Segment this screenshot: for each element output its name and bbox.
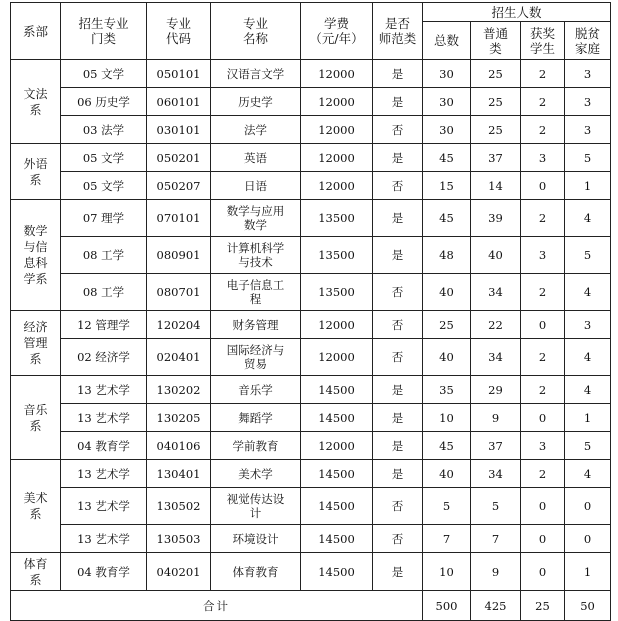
code-cell: 070101 bbox=[147, 200, 211, 237]
table-row bbox=[11, 172, 611, 200]
award-cell: 0 bbox=[521, 311, 565, 339]
poor-cell: 5 bbox=[565, 432, 611, 460]
general-cell: 25 bbox=[471, 88, 521, 116]
normal-cell: 否 bbox=[373, 525, 423, 553]
general-cell: 34 bbox=[471, 274, 521, 311]
general-cell: 5 bbox=[471, 488, 521, 525]
general-cell: 25 bbox=[471, 60, 521, 88]
general-cell: 9 bbox=[471, 553, 521, 591]
award-cell: 2 bbox=[521, 376, 565, 404]
general-cell: 7 bbox=[471, 525, 521, 553]
code-cell: 130503 bbox=[147, 525, 211, 553]
poor-cell: 3 bbox=[565, 60, 611, 88]
total-cell: 25 bbox=[423, 311, 471, 339]
normal-cell: 是 bbox=[373, 60, 423, 88]
code-cell: 130401 bbox=[147, 460, 211, 488]
table-row bbox=[11, 432, 611, 460]
fee-cell: 13500 bbox=[301, 200, 373, 237]
normal-cell: 否 bbox=[373, 116, 423, 144]
fee-cell: 12000 bbox=[301, 339, 373, 376]
total-cell: 30 bbox=[423, 60, 471, 88]
normal-cell: 否 bbox=[373, 274, 423, 311]
total-cell: 7 bbox=[423, 525, 471, 553]
name-cell: 国际经济与 贸易 bbox=[211, 339, 301, 376]
fee-cell: 14500 bbox=[301, 376, 373, 404]
poor-cell: 4 bbox=[565, 376, 611, 404]
name-cell: 汉语言文学 bbox=[211, 60, 301, 88]
award-cell: 0 bbox=[521, 525, 565, 553]
dept-cell: 音乐 系 bbox=[11, 376, 61, 460]
name-cell: 体育教育 bbox=[211, 553, 301, 591]
award-cell: 0 bbox=[521, 488, 565, 525]
fee-cell: 14500 bbox=[301, 553, 373, 591]
table-header bbox=[11, 3, 611, 60]
award-cell: 2 bbox=[521, 116, 565, 144]
totals-poor: 50 bbox=[565, 591, 611, 621]
award-cell: 2 bbox=[521, 274, 565, 311]
category-cell: 02 经济学 bbox=[61, 339, 147, 376]
table-row bbox=[11, 525, 611, 553]
name-cell: 视觉传达设 计 bbox=[211, 488, 301, 525]
general-cell: 37 bbox=[471, 144, 521, 172]
category-cell: 13 艺术学 bbox=[61, 404, 147, 432]
fee-cell: 12000 bbox=[301, 88, 373, 116]
normal-cell: 是 bbox=[373, 432, 423, 460]
name-cell: 日语 bbox=[211, 172, 301, 200]
fee-cell: 12000 bbox=[301, 432, 373, 460]
table-row bbox=[11, 60, 611, 88]
fee-cell: 12000 bbox=[301, 172, 373, 200]
poor-cell: 3 bbox=[565, 311, 611, 339]
code-cell: 020401 bbox=[147, 339, 211, 376]
header-total: 总数 bbox=[423, 22, 471, 60]
fee-cell: 12000 bbox=[301, 144, 373, 172]
name-cell: 环境设计 bbox=[211, 525, 301, 553]
header-code: 专业 代码 bbox=[147, 3, 211, 60]
name-cell: 音乐学 bbox=[211, 376, 301, 404]
name-cell: 财务管理 bbox=[211, 311, 301, 339]
normal-cell: 是 bbox=[373, 200, 423, 237]
code-cell: 080701 bbox=[147, 274, 211, 311]
normal-cell: 是 bbox=[373, 237, 423, 274]
poor-cell: 4 bbox=[565, 200, 611, 237]
table-body bbox=[11, 60, 611, 591]
category-cell: 13 艺术学 bbox=[61, 525, 147, 553]
total-cell: 10 bbox=[423, 553, 471, 591]
totals-award: 25 bbox=[521, 591, 565, 621]
award-cell: 0 bbox=[521, 172, 565, 200]
header-poor: 脱贫 家庭 bbox=[565, 22, 611, 60]
general-cell: 22 bbox=[471, 311, 521, 339]
poor-cell: 4 bbox=[565, 274, 611, 311]
totals-label: 合计 bbox=[11, 591, 423, 621]
poor-cell: 1 bbox=[565, 553, 611, 591]
code-cell: 130502 bbox=[147, 488, 211, 525]
table-row bbox=[11, 116, 611, 144]
category-cell: 04 教育学 bbox=[61, 553, 147, 591]
normal-cell: 是 bbox=[373, 404, 423, 432]
category-cell: 13 艺术学 bbox=[61, 376, 147, 404]
poor-cell: 5 bbox=[565, 144, 611, 172]
header-dept: 系部 bbox=[11, 3, 61, 60]
poor-cell: 4 bbox=[565, 339, 611, 376]
normal-cell: 是 bbox=[373, 460, 423, 488]
category-cell: 03 法学 bbox=[61, 116, 147, 144]
total-cell: 30 bbox=[423, 116, 471, 144]
header-normal: 是否 师范类 bbox=[373, 3, 423, 60]
poor-cell: 1 bbox=[565, 172, 611, 200]
dept-cell: 经济 管理 系 bbox=[11, 311, 61, 376]
total-cell: 5 bbox=[423, 488, 471, 525]
code-cell: 050101 bbox=[147, 60, 211, 88]
header-general: 普通 类 bbox=[471, 22, 521, 60]
general-cell: 25 bbox=[471, 116, 521, 144]
award-cell: 2 bbox=[521, 200, 565, 237]
category-cell: 08 工学 bbox=[61, 274, 147, 311]
poor-cell: 5 bbox=[565, 237, 611, 274]
table-row bbox=[11, 404, 611, 432]
general-cell: 14 bbox=[471, 172, 521, 200]
fee-cell: 12000 bbox=[301, 116, 373, 144]
category-cell: 13 艺术学 bbox=[61, 460, 147, 488]
fee-cell: 13500 bbox=[301, 237, 373, 274]
table-row bbox=[11, 274, 611, 311]
total-cell: 40 bbox=[423, 339, 471, 376]
dept-cell: 体育 系 bbox=[11, 553, 61, 591]
general-cell: 34 bbox=[471, 339, 521, 376]
fee-cell: 14500 bbox=[301, 460, 373, 488]
normal-cell: 否 bbox=[373, 339, 423, 376]
category-cell: 13 艺术学 bbox=[61, 488, 147, 525]
total-cell: 30 bbox=[423, 88, 471, 116]
poor-cell: 4 bbox=[565, 460, 611, 488]
award-cell: 2 bbox=[521, 88, 565, 116]
totals-total: 500 bbox=[423, 591, 471, 621]
general-cell: 39 bbox=[471, 200, 521, 237]
table-row bbox=[11, 553, 611, 591]
code-cell: 120204 bbox=[147, 311, 211, 339]
award-cell: 3 bbox=[521, 432, 565, 460]
code-cell: 130202 bbox=[147, 376, 211, 404]
normal-cell: 否 bbox=[373, 172, 423, 200]
poor-cell: 0 bbox=[565, 525, 611, 553]
general-cell: 37 bbox=[471, 432, 521, 460]
code-cell: 080901 bbox=[147, 237, 211, 274]
poor-cell: 3 bbox=[565, 116, 611, 144]
totals-general: 425 bbox=[471, 591, 521, 621]
total-cell: 45 bbox=[423, 200, 471, 237]
general-cell: 40 bbox=[471, 237, 521, 274]
fee-cell: 12000 bbox=[301, 60, 373, 88]
name-cell: 电子信息工 程 bbox=[211, 274, 301, 311]
name-cell: 计算机科学 与技术 bbox=[211, 237, 301, 274]
code-cell: 050201 bbox=[147, 144, 211, 172]
category-cell: 04 教育学 bbox=[61, 432, 147, 460]
dept-cell: 数学 与信 息科 学系 bbox=[11, 200, 61, 311]
award-cell: 0 bbox=[521, 404, 565, 432]
total-cell: 35 bbox=[423, 376, 471, 404]
name-cell: 历史学 bbox=[211, 88, 301, 116]
code-cell: 040106 bbox=[147, 432, 211, 460]
award-cell: 0 bbox=[521, 553, 565, 591]
name-cell: 舞蹈学 bbox=[211, 404, 301, 432]
fee-cell: 13500 bbox=[301, 274, 373, 311]
normal-cell: 是 bbox=[373, 553, 423, 591]
poor-cell: 1 bbox=[565, 404, 611, 432]
name-cell: 学前教育 bbox=[211, 432, 301, 460]
poor-cell: 0 bbox=[565, 488, 611, 525]
code-cell: 130205 bbox=[147, 404, 211, 432]
table-row bbox=[11, 311, 611, 339]
table-row bbox=[11, 488, 611, 525]
general-cell: 9 bbox=[471, 404, 521, 432]
table-row bbox=[11, 339, 611, 376]
general-cell: 34 bbox=[471, 460, 521, 488]
total-cell: 48 bbox=[423, 237, 471, 274]
normal-cell: 是 bbox=[373, 376, 423, 404]
award-cell: 2 bbox=[521, 60, 565, 88]
header-name: 专业 名称 bbox=[211, 3, 301, 60]
table-row bbox=[11, 144, 611, 172]
name-cell: 数学与应用 数学 bbox=[211, 200, 301, 237]
normal-cell: 否 bbox=[373, 488, 423, 525]
category-cell: 12 管理学 bbox=[61, 311, 147, 339]
code-cell: 050207 bbox=[147, 172, 211, 200]
header-fee: 学费 （元/年） bbox=[301, 3, 373, 60]
name-cell: 法学 bbox=[211, 116, 301, 144]
total-cell: 40 bbox=[423, 274, 471, 311]
table-row bbox=[11, 88, 611, 116]
dept-cell: 外语 系 bbox=[11, 144, 61, 200]
fee-cell: 14500 bbox=[301, 488, 373, 525]
award-cell: 3 bbox=[521, 237, 565, 274]
total-cell: 15 bbox=[423, 172, 471, 200]
table-row bbox=[11, 460, 611, 488]
dept-cell: 文法 系 bbox=[11, 60, 61, 144]
code-cell: 040201 bbox=[147, 553, 211, 591]
total-cell: 45 bbox=[423, 144, 471, 172]
totals-row bbox=[11, 591, 611, 621]
general-cell: 29 bbox=[471, 376, 521, 404]
code-cell: 060101 bbox=[147, 88, 211, 116]
table-row bbox=[11, 237, 611, 274]
total-cell: 10 bbox=[423, 404, 471, 432]
table-row bbox=[11, 376, 611, 404]
category-cell: 05 文学 bbox=[61, 144, 147, 172]
category-cell: 05 文学 bbox=[61, 172, 147, 200]
category-cell: 07 理学 bbox=[61, 200, 147, 237]
dept-cell: 美术 系 bbox=[11, 460, 61, 553]
fee-cell: 14500 bbox=[301, 525, 373, 553]
award-cell: 2 bbox=[521, 460, 565, 488]
header-enroll-group: 招生人数 bbox=[423, 3, 611, 22]
header-award: 获奖 学生 bbox=[521, 22, 565, 60]
fee-cell: 14500 bbox=[301, 404, 373, 432]
name-cell: 英语 bbox=[211, 144, 301, 172]
total-cell: 45 bbox=[423, 432, 471, 460]
poor-cell: 3 bbox=[565, 88, 611, 116]
name-cell: 美术学 bbox=[211, 460, 301, 488]
award-cell: 3 bbox=[521, 144, 565, 172]
code-cell: 030101 bbox=[147, 116, 211, 144]
category-cell: 05 文学 bbox=[61, 60, 147, 88]
header-category: 招生专业 门类 bbox=[61, 3, 147, 60]
table-row bbox=[11, 200, 611, 237]
normal-cell: 否 bbox=[373, 311, 423, 339]
fee-cell: 12000 bbox=[301, 311, 373, 339]
total-cell: 40 bbox=[423, 460, 471, 488]
award-cell: 2 bbox=[521, 339, 565, 376]
normal-cell: 是 bbox=[373, 144, 423, 172]
enrollment-table bbox=[10, 2, 611, 621]
category-cell: 06 历史学 bbox=[61, 88, 147, 116]
table-footer bbox=[11, 591, 611, 621]
category-cell: 08 工学 bbox=[61, 237, 147, 274]
normal-cell: 是 bbox=[373, 88, 423, 116]
